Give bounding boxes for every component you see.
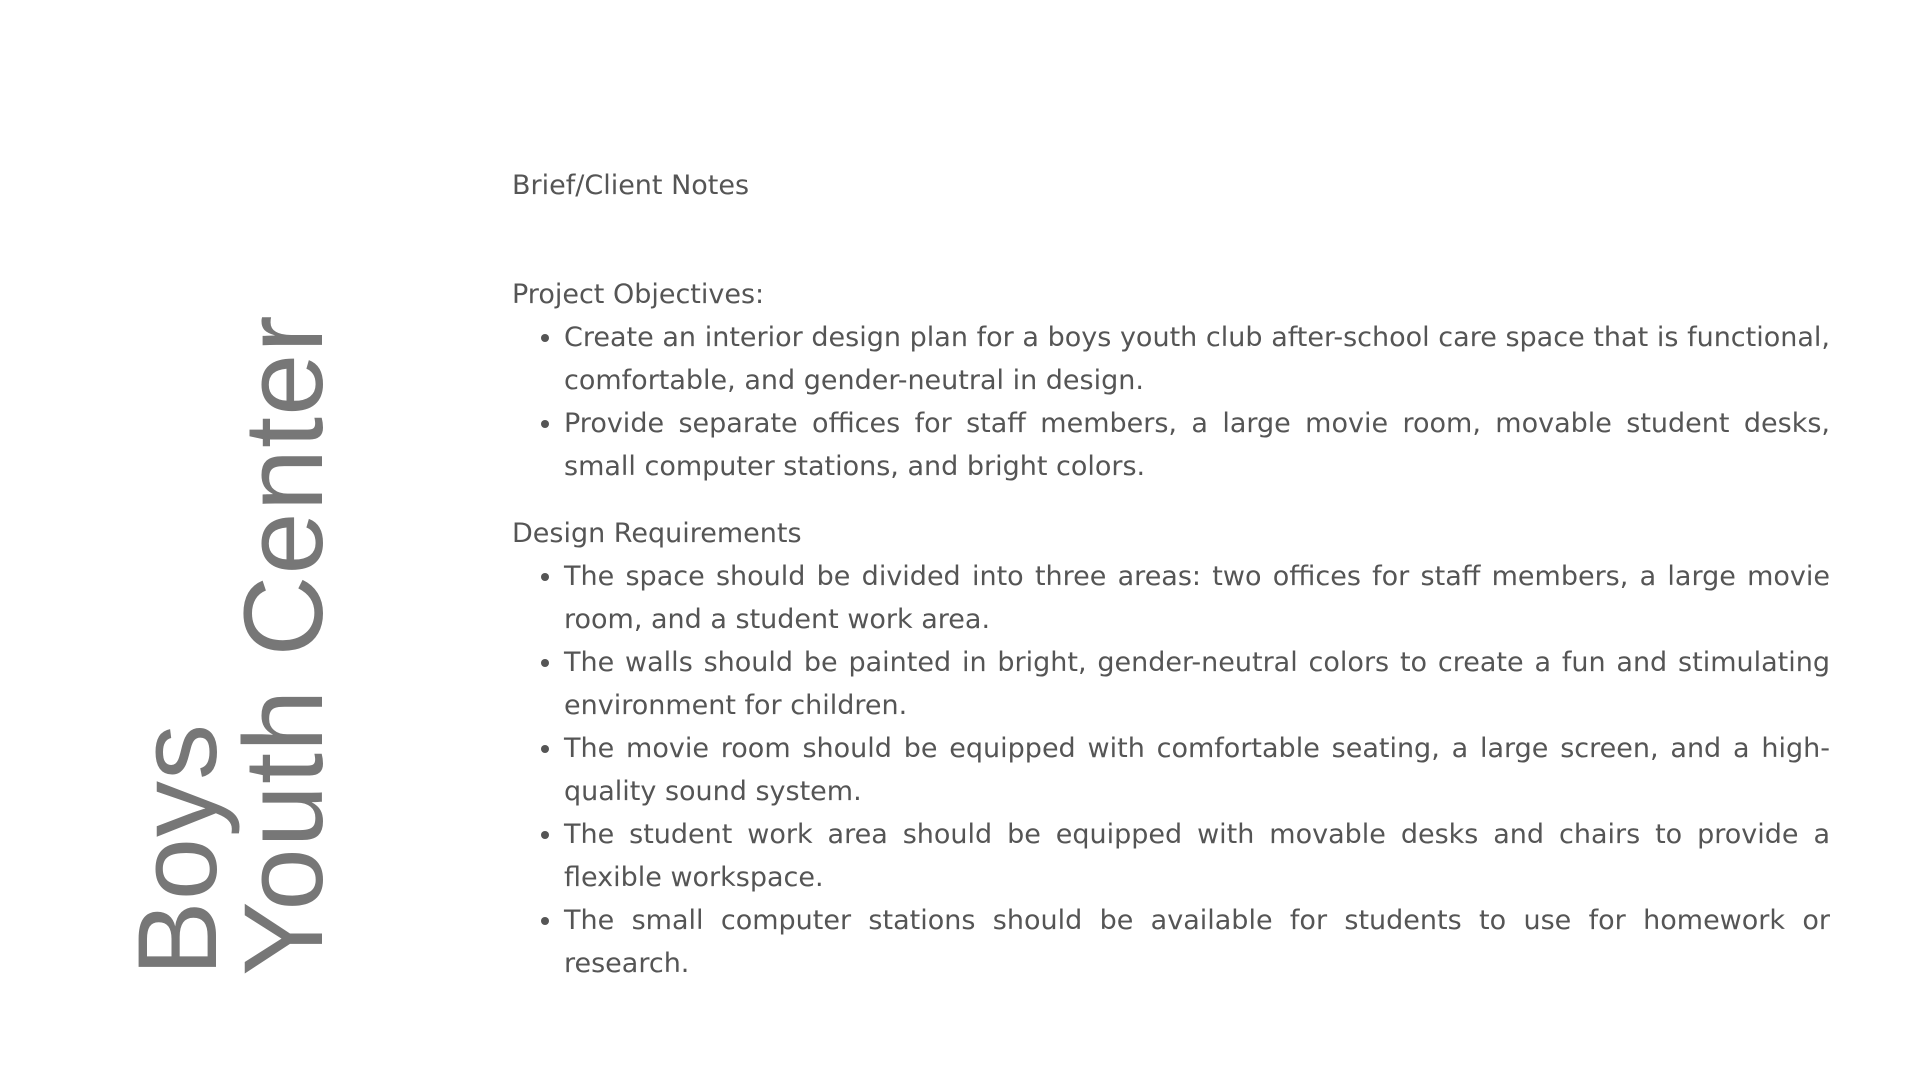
section-gap [512,488,1830,512]
objectives-list [512,316,1830,488]
list-item: • The movie room should be equipped with comfortable seating, a large screen, and a high-quality sound system. [564,727,1830,813]
requirements-list [512,555,1830,985]
list-item: • The walls should be painted in bright, gender-neutral colors to create a fun and stimulating environment for children. [564,641,1830,727]
title-line-youth-center: Youth Center [221,314,346,976]
title-line-boys: Boys [115,723,240,976]
brief-title: Brief/Client Notes [512,170,750,201]
list-item: • Create an interior design plan for a boys youth club after-school care space that is functional, comfortable, and gender-neutral in design. [564,316,1830,402]
list-item: • The student work area should be equipped with movable desks and chairs to provide a flexible workspace. [564,813,1830,899]
list-item: • Provide separate offices for staff members, a large movie room, movable student desks, small computer stations, and bright colors. [564,402,1830,488]
notes-content [512,164,1830,985]
requirements-heading: Design Requirements [512,518,802,549]
objectives-heading: Project Objectives: [512,279,765,310]
list-item: • The small computer stations should be available for students to use for homework or research. [564,899,1830,985]
side-title-rotated [115,314,346,976]
list-item: • The space should be divided into three areas: two offices for staff members, a large movie room, and a student work area. [564,555,1830,641]
